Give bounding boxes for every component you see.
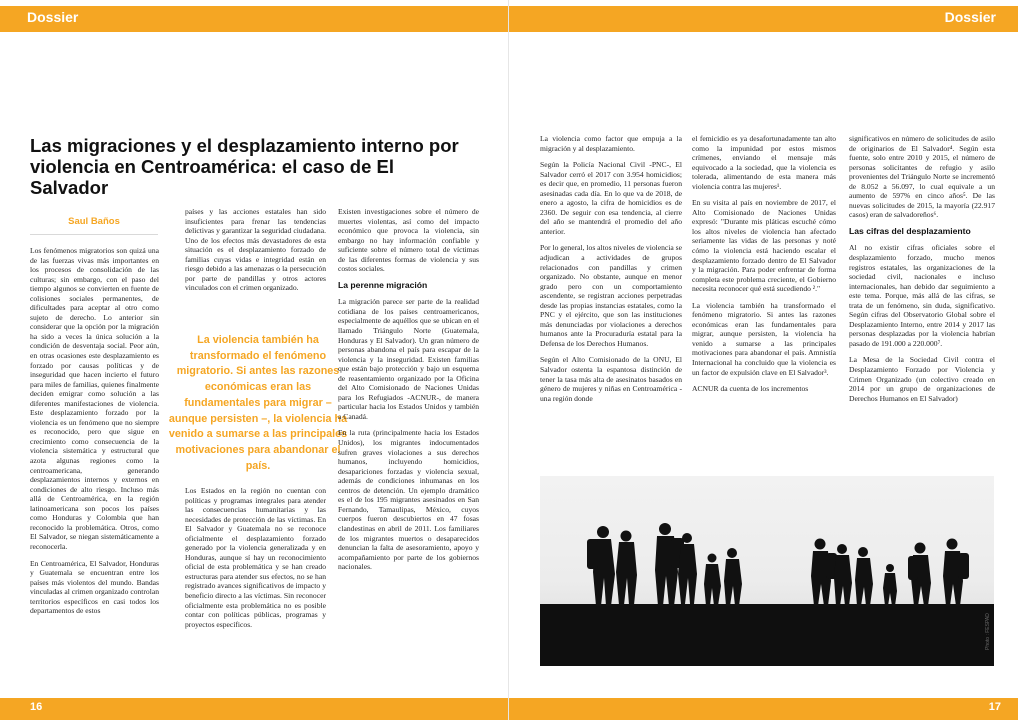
paragraph: países y las acciones estatales han sido insuficientes para frenar las tendencias delictivas y garantizar la seguridad ciudadana. Uno de los efectos más devastadores de esta situación es el desplazamiento forzado de familias cuyas vidas e integridad están en riesgo debido a las amenazas o la persecución por parte de pandillas y otros actores vinculados con el crimen organizado. (185, 207, 326, 293)
photo-credit: Photo : FESPAD (985, 613, 991, 650)
paragraph: Por lo general, los altos niveles de violencia se adjudican a actividades de grupos relacionados con pandillas y crimen organizado. No obstante, aunque en menor grado pero con un comportamiento ascendente, se registran acciones perpetradas desde las propias instancias estatales, como la PNC y el ejército, que son las instituciones más denunciadas por violaciones a derechos humanos ante la Procuraduría estatal para la Defensa de los Derechos Humanos. (540, 243, 682, 348)
page-number-right: 17 (988, 701, 1001, 713)
header-bar-right (509, 6, 1018, 32)
migrants-silhouette-photo (540, 476, 994, 666)
pull-quote: La violencia también ha transformado el fenómeno migratorio. Si antes las razones económicas eran las fundamentales para migrar – aunque persisten –, la violencia ha venido a sumarse a las principales motivaciones para abandonar el país. (168, 334, 348, 472)
column-1 (30, 246, 159, 623)
author-divider (30, 234, 158, 235)
column-5 (692, 134, 836, 401)
paragraph: Existen investigaciones sobre el número de muertes violentas, así como del impacto económico que provoca la violencia, sin embargo no hay información confiable y suficiente sobre el número total de víctimas de las diferentes formas de violencia y sus costos sociales. (338, 207, 479, 274)
paragraph: Según la Policía Nacional Civil -PNC-, El Salvador cerró el 2017 con 3.954 homicidios; es decir que, en promedio, 11 personas fueron asesinadas cada día. En lo que va de 2018, de enero a agosto, la cifra de homicidios es de 2360. De seguir con esa tendencia, al cierre del año se mantendrá el promedio del año anterior. (540, 160, 682, 236)
paragraph: Los fenómenos migratorios son quizá una de las fuerzas vivas más importantes en los procesos de consolidación de las culturas; sin embargo, con el paso del tiempo algunos se convierten en fuente de colisiones sociales permanentes, de dificultades para aceptar al otro como sujeto de derecho. Lo anterior sin considerar que la opción por la migración ha sido a veces la única solución a la condición de desventaja social. Peor aún, en otras ocasiones este desplazamiento es forzado por causas políticas y de inseguridad que hacen incierto el futuro para miles de familias, quienes finalmente deciden emigrar como solución a las diferentes manifestaciones de violencia. Este desplazamiento forzado por la violencia es un fenómeno que no siempre es reconocido, pero que sigue en crecimiento como consecuencia de la violencia sistemática y estructural que azota algunas regiones como la centroamericana, generando desplazamientos internos y externos en condiciones de alto riesgo. Incluso más allá de Centroamérica, en la región latinoamericana son pocos los países como Honduras y Colombia que han reconocido la problemática. Otros, como El Salvador, se niegan sistemáticamente a reconocerla. (30, 246, 159, 551)
section-heading-migracion: La perenne migración (338, 279, 428, 290)
column-2-top (185, 207, 326, 300)
page-number-left: 16 (30, 701, 43, 713)
article-title: Las migraciones y el desplazamiento interno por violencia en Centroamérica: el caso de El Salvador (30, 135, 459, 198)
paragraph: La violencia como factor que empuja a la migración y al desplazamiento. (540, 134, 682, 153)
paragraph: Los Estados en la región no cuentan con políticas y programas integrales para atender las consecuencias humanitarias y las necesidades de protección de las víctimas. En El Salvador y Guatemala no se reconoce oficialmente el desplazamiento forzado generado por la violencia generalizada y en Honduras, aunque sí hay un reconocimiento oficial de esta problemática y se han creado estructuras para atender sus efectos, no se han registrado avances significativos de impacto y beneficio directo a las víctimas. Sin reconocer oficialmente esta problemática no es posible contar con políticas públicas, programas y proyectos específicos. (185, 486, 326, 629)
author-name: Saul Baños (68, 216, 120, 227)
paragraph: Según el Alto Comisionado de la ONU, El Salvador ostenta la espantosa distinción de tener la tasa más alta de asesinatos basados en género de mujeres y niñas en Centroamérica - una región donde (540, 355, 682, 403)
column-4 (540, 134, 682, 410)
paragraph: En su visita al país en noviembre de 2017, el Alto Comisionado de Naciones Unidas expresó: "Durante mis pláticas escuché cómo los altos niveles de violencia han afectado seriamente las vidas de las personas y noté cómo la violencia está haciendo escalar el desplazamiento forzado dentro de El Salvador y la migración. Para poder enfrentar de forma completa este problema creciente, el Gobierno necesita reconocer qué está sucediendo ²." (692, 198, 836, 294)
paragraph: La Mesa de la Sociedad Civil contra el Desplazamiento Forzado por Violencia y Crimen Organizado (un colectivo creado en 2014 por un grupo de organizaciones de Derechos Humanos en El Salvador) (849, 355, 995, 403)
paragraph: el femicidio es ya desafortunadamente tan alto como la impunidad por estos mismos crímenes, enviando el mensaje más equivocado a la sociedad, que la violencia es tolerada, alimentando de esta manera más violencia contra las mujeres¹. (692, 134, 836, 191)
column-6 (849, 134, 995, 410)
column-3 (338, 207, 479, 579)
header-bar-left (0, 6, 509, 32)
footer-bar-left (0, 698, 509, 720)
paragraph: ACNUR da cuenta de los incrementos (692, 384, 809, 394)
paragraph: En Centroamérica, El Salvador, Honduras y Guatemala se encuentran entre los países más violentos del mundo. Bandas vinculadas al crimen organizado controlan territorios específicos en casi todos los departamentos de estos (30, 558, 159, 616)
paragraph: La violencia también ha transformado el fenómeno migratorio. Si antes las razones económicas eran las fundamentales para migrar, aunque persisten, la violencia ha venido a sumarse a las principales motivaciones para abandonar el país. Amnistía Internacional ha concluido que la violencia es un factor de expulsión clave en El Salvador³. (692, 300, 836, 377)
section-heading-cifras: Las cifras del desplazamiento (849, 225, 971, 236)
paragraph: significativos en número de solicitudes de asilo de originarios de El Salvador⁴. Según esta fuente, solo entre 2010 y 2015, el número de personas solicitantes de refugio y asilo provenientes del Triángulo Norte se incrementó de 8.052 a 56.097, lo cual equivale a un aumento de 597% en cinco años⁵. De las nuevas solicitudes de 2015, la mayoría (22.917 casos) eran de salvadoreños⁶. (849, 134, 995, 220)
column-2-bottom (185, 486, 326, 636)
footer-bar-right (509, 698, 1018, 720)
paragraph: Al no existir cifras oficiales sobre el desplazamiento forzado, mucho menos registros estatales, las organizaciones de la sociedad civil, nacionales e incluso internacionales, han debido dar seguimiento a este tema. Porque, más allá de las cifras, se trata de un fenómeno, sin duda, significativo. Según cifras del Observatorio Global sobre el Desplazamiento Interno, entre 2014 y 2017 las personas desplazadas por la violencia habrían pasado de 191.000 a 220.000⁷. (849, 243, 995, 348)
paragraph: En la ruta (principalmente hacia los Estados Unidos), los migrantes indocumentados sufren graves violaciones a sus derechos humanos, incluyendo homicidios, desapariciones forzadas y violencia sexual, además de condiciones inhumanas en los centros de detención. Un ejemplo dramático es el de los 195 migrantes asesinados en San Fernando, Tamaulipas, México, cuyos cuerpos fueron descubiertos en 47 fosas clandestinas en abril de 2011. Los familiares de los migrantes muertos o desaparecidos denuncian la falta de asesoramiento, apoyo y acompañamiento por parte de los gobiernos nacionales. (338, 428, 479, 572)
paragraph: La migración parece ser parte de la realidad cotidiana de los países centroamericanos, especialmente de aquéllos que se ubican en el llamado Triángulo Norte (Guatemala, Honduras y El Salvador). Un gran número de personas abandona el país para escapar de la violencia y la inseguridad. Existen familias que están bajo protección y bajo un esquema de reasentamiento organizado por la Oficina del Alto Comisionado de Naciones Unidas para los Refugiados -ACNUR-, de manera particular hacia los Estados Unidos y también a Canadá. (338, 297, 479, 421)
section-title-left: Dossier (27, 9, 79, 25)
section-title-right: Dossier (944, 9, 996, 25)
